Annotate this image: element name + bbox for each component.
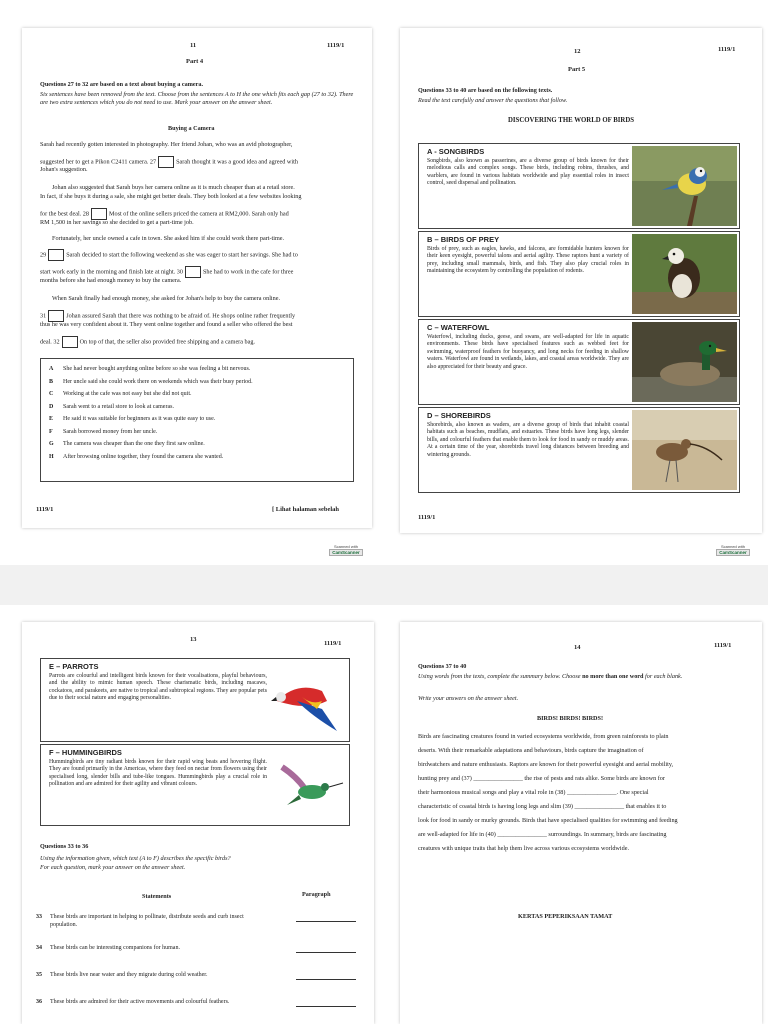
passage-text: Sarah decided to start the following weekend as she was eager to start her savings. She had to bbox=[66, 251, 298, 259]
passage-text: She had to work in the cafe for three bbox=[202, 268, 294, 276]
answer-gap-27[interactable] bbox=[158, 156, 174, 168]
option-b bbox=[41, 376, 353, 389]
passage-line: RM 1,500 in her savings so she decided to get a part-time job. bbox=[40, 219, 194, 226]
paper-code: 1119/1 bbox=[327, 42, 345, 49]
footer-code: 1119/1 bbox=[36, 506, 54, 513]
instructions: Read the text carefully and answer the questions that follow. bbox=[418, 97, 568, 104]
camscanner-logo: CamScanner bbox=[329, 549, 363, 556]
answer-gap-29[interactable] bbox=[48, 249, 64, 261]
paper-code: 1119/1 bbox=[718, 46, 736, 53]
statement-row bbox=[36, 913, 356, 929]
answer-gap-32[interactable] bbox=[62, 336, 78, 348]
summary-line: look for food in sandy or murky grounds. Birds that have specialised qualities for swimming and feeding bbox=[418, 817, 678, 824]
bird-card-e bbox=[40, 658, 350, 742]
option-key: B bbox=[49, 378, 54, 385]
option-key: A bbox=[49, 366, 54, 372]
option-h bbox=[41, 451, 353, 464]
option-key: D bbox=[49, 403, 54, 410]
summary-line: creatures with unique traits that help them live across various ecosystems worldwide. bbox=[418, 845, 630, 852]
passage-text: Johan assured Sarah that there was nothing to be afraid of. He shops online rather frequently bbox=[66, 312, 296, 320]
answer-gap-30[interactable] bbox=[185, 266, 201, 278]
question-range: Questions 33 to 40 are based on the following texts. bbox=[418, 87, 553, 94]
passage-line: In fact, if she buys it during a sale, she might get better deals. They both looked at a few websites looking bbox=[40, 193, 302, 200]
summary-title: BIRDS! BIRDS! BIRDS! bbox=[537, 715, 604, 722]
bird-heading: B – BIRDS OF PREY bbox=[427, 235, 500, 244]
options-box bbox=[40, 358, 354, 482]
statement-text: These birds are important in helping to pollinate, distribute seeds and curb insect population. bbox=[50, 914, 244, 928]
passage-line: Sarah had recently gotten interested in photography. Her friend Johan, who was an avid photographer, bbox=[40, 141, 293, 148]
option-c bbox=[41, 388, 353, 401]
page-14 bbox=[400, 622, 762, 1024]
bird-card-f bbox=[40, 744, 350, 826]
instructions: Write your answers on the answer sheet. bbox=[418, 695, 519, 702]
page-gap bbox=[0, 565, 768, 605]
answer-line[interactable] bbox=[296, 998, 356, 1007]
passage-line bbox=[40, 336, 255, 348]
bird-text: Birds of prey, such as eagles, hawks, and falcons, are formidable hunters known for their keen eyesight, powerful talons and aerial agility. These raptors hunt a variety of prey, including small mammals, birds, and fish. They also play crucial roles in maintaining the ecosystem by controlling the population of rodents. bbox=[427, 246, 629, 275]
summary-line: characteristic of coastal birds is having long legs and slim (39) ________________ that enables it to bbox=[418, 803, 667, 810]
passage-line: When Sarah finally had enough money, she asked for Johan's help to buy the camera online. bbox=[52, 295, 281, 302]
passage-text: Most of the online sellers priced the camera at RM2,000. Sarah only had bbox=[108, 210, 289, 218]
page-number: 14 bbox=[574, 644, 581, 651]
option-text: After browsing online together, they found the camera she wanted. bbox=[63, 453, 224, 460]
songbird-photo bbox=[632, 146, 737, 226]
part-title: Part 5 bbox=[568, 66, 586, 73]
answer-line[interactable] bbox=[296, 913, 356, 922]
footer-code: 1119/1 bbox=[418, 514, 436, 521]
statement-row bbox=[36, 944, 356, 953]
page-12 bbox=[400, 28, 762, 533]
passage-line: months before she had enough money to buy the camera. bbox=[40, 277, 182, 284]
duck-photo bbox=[632, 322, 737, 402]
passage-text: 31 bbox=[40, 312, 47, 320]
summary-line: Birds are fascinating creatures found in varied ecosystems worldwide, from green rainforests to plain bbox=[418, 733, 669, 740]
scanner-caption: Scanned with bbox=[720, 544, 745, 549]
passage-line: thus he was very confident about it. They went online together and found a seller who offered the best bbox=[40, 321, 293, 328]
scanner-caption: Scanned with bbox=[333, 544, 358, 549]
page-11 bbox=[22, 28, 372, 528]
page-13 bbox=[22, 622, 374, 1024]
page-number: 12 bbox=[574, 48, 581, 55]
option-key: E bbox=[49, 416, 54, 422]
text-title: DISCOVERING THE WORLD OF BIRDS bbox=[508, 117, 635, 124]
passage-text: On top of that, the seller also provided free shipping and a camera bag. bbox=[79, 338, 256, 346]
option-f bbox=[41, 426, 353, 439]
answer-line[interactable] bbox=[296, 944, 356, 953]
option-text: He said it was suitable for beginners as it was quite easy to use. bbox=[63, 416, 216, 422]
option-text: Her uncle said she could work there on weekends which was their busy period. bbox=[63, 378, 253, 385]
bird-heading: A - SONGBIRDS bbox=[427, 147, 485, 156]
parrot-photo bbox=[267, 661, 347, 741]
bird-text: Parrots are colourful and intelligent birds known for their vocalisations, playful behaviours, and the ability to mimic human speech. These charismatic birds, including macaws, cockatoos, and parakeets, are native to tropical and subtropical regions. They are popular pets due to their social nature and engaging personalities. bbox=[49, 673, 267, 702]
instruction-text: for each blank. bbox=[645, 673, 683, 680]
passage-line bbox=[40, 249, 298, 261]
bird-text: Hummingbirds are tiny radiant birds known for their rapid wing beats and hovering flight. They are found primarily in the Americas, where they feed on nectar from flowers using their specialised long, slender bills and tube-like tongues. Hummingbirds play a crucial role in pollination and are admired for their agility and vibrant colours. bbox=[49, 759, 267, 788]
instructions: For each question, mark your answer on the answer sheet. bbox=[40, 864, 186, 871]
summary-line: deserts. With their remarkable adaptations and behaviours, birds capture the imagination of bbox=[418, 747, 644, 754]
statement-number: 34 bbox=[36, 945, 42, 951]
statement-number: 36 bbox=[36, 999, 42, 1005]
shorebird-photo bbox=[632, 410, 737, 490]
passage-line: Johan's suggestion. bbox=[40, 166, 88, 173]
summary-line: birdwatchers and nature enthusiasts. Raptors are known for their powerful eyesight and aerial mobility, bbox=[418, 761, 674, 768]
instructions: Using the information given, which text (A to F) describes the specific birds? bbox=[40, 855, 231, 862]
end-of-paper: KERTAS PEPERIKSAAN TAMAT bbox=[518, 913, 613, 920]
bird-heading: F – HUMMINGBIRDS bbox=[49, 748, 122, 757]
option-e bbox=[41, 413, 353, 426]
bird-heading: E – PARROTS bbox=[49, 662, 99, 671]
option-g bbox=[41, 438, 353, 451]
statement-text: These birds are admired for their active movements and colourful feathers. bbox=[50, 999, 230, 1005]
passage-text: Sarah thought it was a good idea and agreed with bbox=[176, 158, 298, 166]
option-text: Sarah went to a retail store to look at cameras. bbox=[63, 403, 174, 410]
bird-text: Shorebirds, also known as waders, are a diverse group of birds that inhabit coastal habitats such as beaches, mudflats, and estuaries. These birds have long legs, slender bills, and colourful feathers that enable them to look for food in sandy or muddy areas. At a certain time of the year, shorebirds travel long distances between breeding and wintering grounds. bbox=[427, 422, 629, 458]
statement-row bbox=[36, 971, 356, 980]
camscanner-logo: CamScanner bbox=[716, 549, 750, 556]
question-range: Questions 27 to 32 are based on a text about buying a camera. bbox=[40, 81, 203, 88]
bird-text: Songbirds, also known as passerines, are a diverse group of birds known for their melodious calls and complex songs. These birds, including robins, thrushes, and warblers, are found in various habitats worldwide and play essential roles in insect control, seed dispersal and pollination. bbox=[427, 158, 629, 187]
option-text: She had never bought anything online before so she was feeling a bit nervous. bbox=[63, 366, 251, 372]
bird-text: Waterfowl, including ducks, geese, and swans, are well-adapted for life in aquatic environments. These birds have specialised features such as webbed feet for swimming, waterproof feathers for buoyancy, and long necks for feeding in shallow waters. Waterfowl are found in wetlands, lakes, and coastal areas worldwide. They are also appreciated for their beauty and grace. bbox=[427, 334, 629, 370]
instructions: Six sentences have been removed from the text. Choose from the sentences A to H the one which fits each gap (27 to 32). There are two extra sentences which you do not need to use. Mark your answer on the answer sheet. bbox=[40, 91, 354, 106]
bird-card-d bbox=[418, 407, 740, 493]
scanner-badge bbox=[706, 544, 760, 556]
bird-card-c bbox=[418, 319, 740, 405]
option-key: G bbox=[49, 441, 54, 447]
passage-line: Fortunately, her uncle owned a cafe in town. She asked him if she could work there part-time. bbox=[52, 235, 285, 242]
bird-card-b bbox=[418, 231, 740, 317]
statement-row bbox=[36, 998, 356, 1007]
footer-next-page: [ Lihat halaman sebelah bbox=[272, 506, 339, 513]
passage-line: Johan also suggested that Sarah buys her camera online as it is much cheaper than at a retail store. bbox=[52, 184, 295, 191]
bird-card-a bbox=[418, 143, 740, 229]
instructions bbox=[418, 673, 748, 681]
column-header-paragraph: Paragraph bbox=[302, 891, 331, 898]
option-key: H bbox=[49, 453, 54, 460]
statement-number: 33 bbox=[36, 914, 42, 920]
scanner-badge bbox=[322, 544, 370, 556]
paper-code: 1119/1 bbox=[324, 640, 342, 647]
passage-text: 29 bbox=[40, 251, 47, 259]
passage-text: start work early in the morning and finish late at night. 30 bbox=[40, 268, 183, 276]
bird-of-prey-photo bbox=[632, 234, 737, 314]
statement-text: These birds live near water and they migrate during cold weather. bbox=[50, 972, 208, 978]
option-a bbox=[41, 363, 353, 376]
page-number: 13 bbox=[190, 636, 197, 643]
page-number: 11 bbox=[190, 42, 197, 49]
summary-line: their harmonious musical songs and play a vital role in (38) ________________. One special bbox=[418, 789, 649, 796]
option-text: The camera was cheaper than the one they first saw online. bbox=[63, 441, 205, 447]
option-text: Working at the cafe was not easy but she did not quit. bbox=[63, 391, 192, 397]
summary-line: are well-adapted for life in (40) ________________ surroundings. In summary, birds are fascinating bbox=[418, 831, 667, 838]
statement-number: 35 bbox=[36, 972, 42, 978]
text-title: Buying a Camera bbox=[168, 125, 215, 132]
statement-text: These birds can be interesting companions for human. bbox=[50, 945, 180, 951]
instruction-text: Using words from the texts, complete the summary below. Choose bbox=[418, 673, 581, 680]
instruction-emphasis: no more than one word bbox=[582, 673, 644, 680]
answer-line[interactable] bbox=[296, 971, 356, 980]
summary-line: hunting prey and (37) ________________ the rise of pests and rats alike. Some birds are known for bbox=[418, 775, 665, 782]
column-header-statements: Statements bbox=[142, 893, 172, 900]
passage-text: for the best deal. 28 bbox=[40, 210, 89, 218]
bird-heading: D – SHOREBIRDS bbox=[427, 411, 491, 420]
option-text: Sarah borrowed money from her uncle. bbox=[63, 428, 158, 435]
option-key: F bbox=[49, 428, 53, 435]
option-key: C bbox=[49, 391, 54, 397]
question-range: Questions 33 to 36 bbox=[40, 843, 89, 850]
passage-text: suggested her to get a Pikon C2411 camera. 27 bbox=[40, 158, 157, 166]
hummingbird-photo bbox=[267, 747, 347, 825]
option-d bbox=[41, 401, 353, 414]
passage-text: deal. 32 bbox=[40, 338, 60, 346]
bird-heading: C – WATERFOWL bbox=[427, 323, 490, 332]
part-title: Part 4 bbox=[186, 58, 204, 65]
paper-code: 1119/1 bbox=[714, 642, 732, 649]
question-range: Questions 37 to 40 bbox=[418, 663, 467, 670]
